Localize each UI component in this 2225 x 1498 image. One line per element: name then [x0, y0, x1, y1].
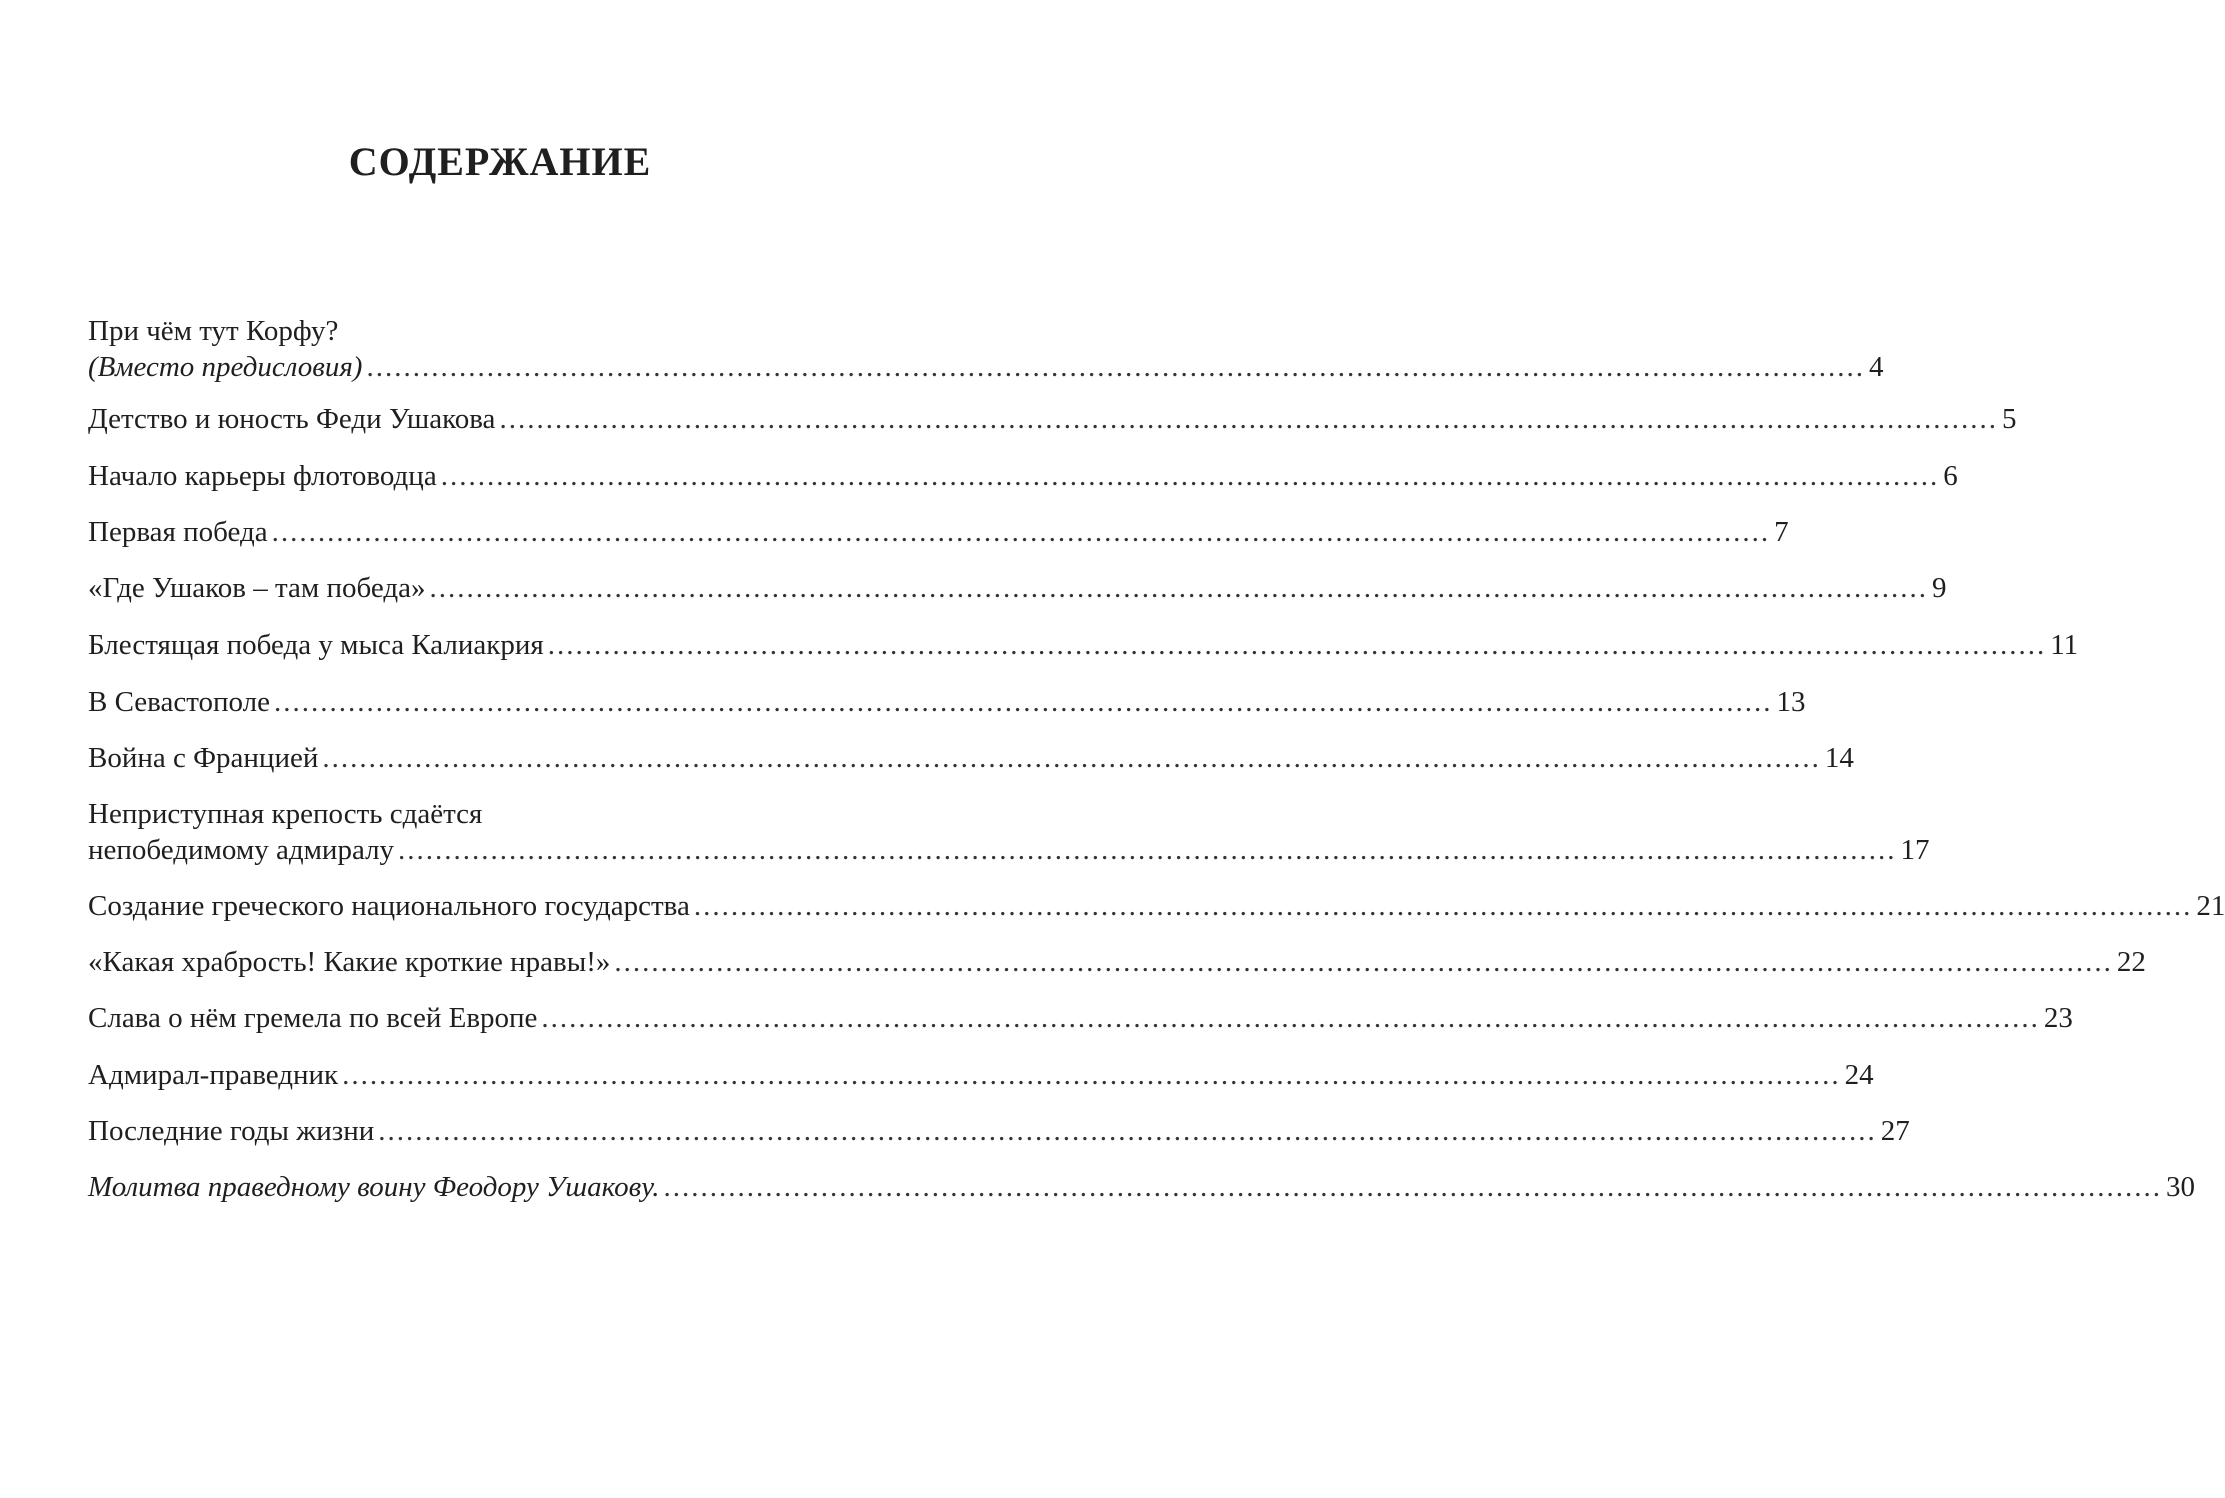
toc-row	[88, 740, 1854, 776]
toc-page-number: 21	[2196, 890, 2225, 922]
toc-entry-title: (Вместо предисловия)	[88, 351, 363, 383]
toc-page-number: 4	[1868, 351, 1884, 383]
toc-row	[88, 570, 1947, 606]
toc-page-number: 6	[1943, 460, 1958, 492]
toc-entry-title-line1: Неприступная крепость сдаётся	[88, 798, 483, 830]
dot-leader: ..................................................................................................................................................................	[429, 572, 1928, 604]
toc-entry	[88, 888, 2225, 924]
toc-entry	[88, 944, 2146, 980]
dot-leader: ..................................................................................................................................................................	[547, 629, 2047, 661]
dot-leader: ..................................................................................................................................................................	[271, 516, 1771, 548]
toc-entry-title: «Где Ушаков – там победа»	[88, 572, 426, 604]
toc-entry	[88, 1113, 1910, 1149]
toc-row	[88, 1113, 1910, 1149]
toc-page-number: 14	[1824, 742, 1854, 774]
toc-page-number: 27	[1880, 1115, 1910, 1147]
dot-leader: ..................................................................................................................................................................	[342, 1059, 1841, 1091]
toc-row	[88, 627, 2079, 663]
toc-entry-title: Молитва праведному воину Феодору Ушакову.	[88, 1171, 660, 1203]
toc-page-number: 5	[2001, 403, 2017, 435]
dot-leader: ..................................................................................................................................................................	[366, 351, 1865, 383]
toc-entry	[88, 313, 1884, 385]
toc-entry-title: Война с Францией	[88, 742, 319, 774]
dot-leader: ..................................................................................................................................................................	[440, 460, 1940, 492]
toc-row	[88, 401, 2017, 437]
toc-row	[88, 888, 2225, 924]
toc-entry	[88, 1057, 1874, 1093]
toc-page-number: 24	[1844, 1059, 1874, 1091]
toc-entry-title: В Севастополе	[88, 686, 270, 718]
toc-page-number: 17	[1900, 834, 1930, 866]
toc-entry-title: непобедимому адмиралу	[88, 834, 395, 866]
toc-entry	[88, 627, 2079, 663]
toc-entry-title: Создание греческого национального государства	[88, 890, 690, 922]
toc-entry	[88, 458, 1958, 494]
toc-entry	[88, 1169, 2195, 1205]
dot-leader: ..................................................................................................................................................................	[663, 1171, 2162, 1203]
toc-entry	[88, 1000, 2073, 1036]
toc-page-number: 11	[2050, 629, 2079, 661]
toc-entry	[88, 514, 1789, 550]
toc-entry-title: Слава о нём гремела по всей Европе	[88, 1002, 538, 1034]
toc-row	[88, 944, 2146, 980]
dot-leader: ..................................................................................................................................................................	[378, 1115, 1877, 1147]
toc-entry-title: «Какая храбрость! Какие кроткие нравы!»	[88, 946, 611, 978]
toc-row	[88, 684, 1806, 720]
dot-leader: ..................................................................................................................................................................	[693, 890, 2193, 922]
toc-row	[88, 1057, 1874, 1093]
toc-row	[88, 514, 1789, 550]
toc-page-number: 23	[2043, 1002, 2073, 1034]
toc-entry-title: Детство и юность Феди Ушакова	[88, 403, 496, 435]
toc-entry	[88, 684, 1806, 720]
dot-leader: ..................................................................................................................................................................	[274, 686, 1773, 718]
toc-entry-title: Последние годы жизни	[88, 1115, 375, 1147]
toc-page-number: 9	[1931, 572, 1947, 604]
toc-entry-title: Блестящая победа у мыса Калиакрия	[88, 629, 544, 661]
toc-entry	[88, 796, 1930, 868]
toc-entry	[88, 570, 1947, 606]
toc-row	[88, 1169, 2195, 1205]
dot-leader: ..................................................................................................................................................................	[322, 742, 1821, 774]
toc-entry-title: Начало карьеры флотоводца	[88, 460, 437, 492]
toc-entry-title-line1: При чём тут Корфу?	[88, 315, 339, 347]
toc-page-number: 7	[1774, 516, 1789, 548]
toc-entry	[88, 401, 2017, 437]
dot-leader: ..................................................................................................................................................................	[541, 1002, 2040, 1034]
toc-row	[88, 349, 1884, 385]
page-title: СОДЕРЖАНИЕ	[348, 139, 652, 184]
toc-page-number: 22	[2116, 946, 2146, 978]
toc-entry-title: Адмирал-праведник	[88, 1059, 339, 1091]
toc-row	[88, 458, 1958, 494]
toc-page-number: 30	[2166, 1171, 2195, 1203]
dot-leader: ..................................................................................................................................................................	[499, 403, 1998, 435]
toc-page-number: 13	[1776, 686, 1806, 718]
dot-leader: ..................................................................................................................................................................	[614, 946, 2113, 978]
toc-row	[88, 832, 1930, 868]
toc-entry	[88, 740, 1854, 776]
toc-entry-title: Первая победа	[88, 516, 268, 548]
toc-row	[88, 1000, 2073, 1036]
dot-leader: ..................................................................................................................................................................	[398, 834, 1897, 866]
